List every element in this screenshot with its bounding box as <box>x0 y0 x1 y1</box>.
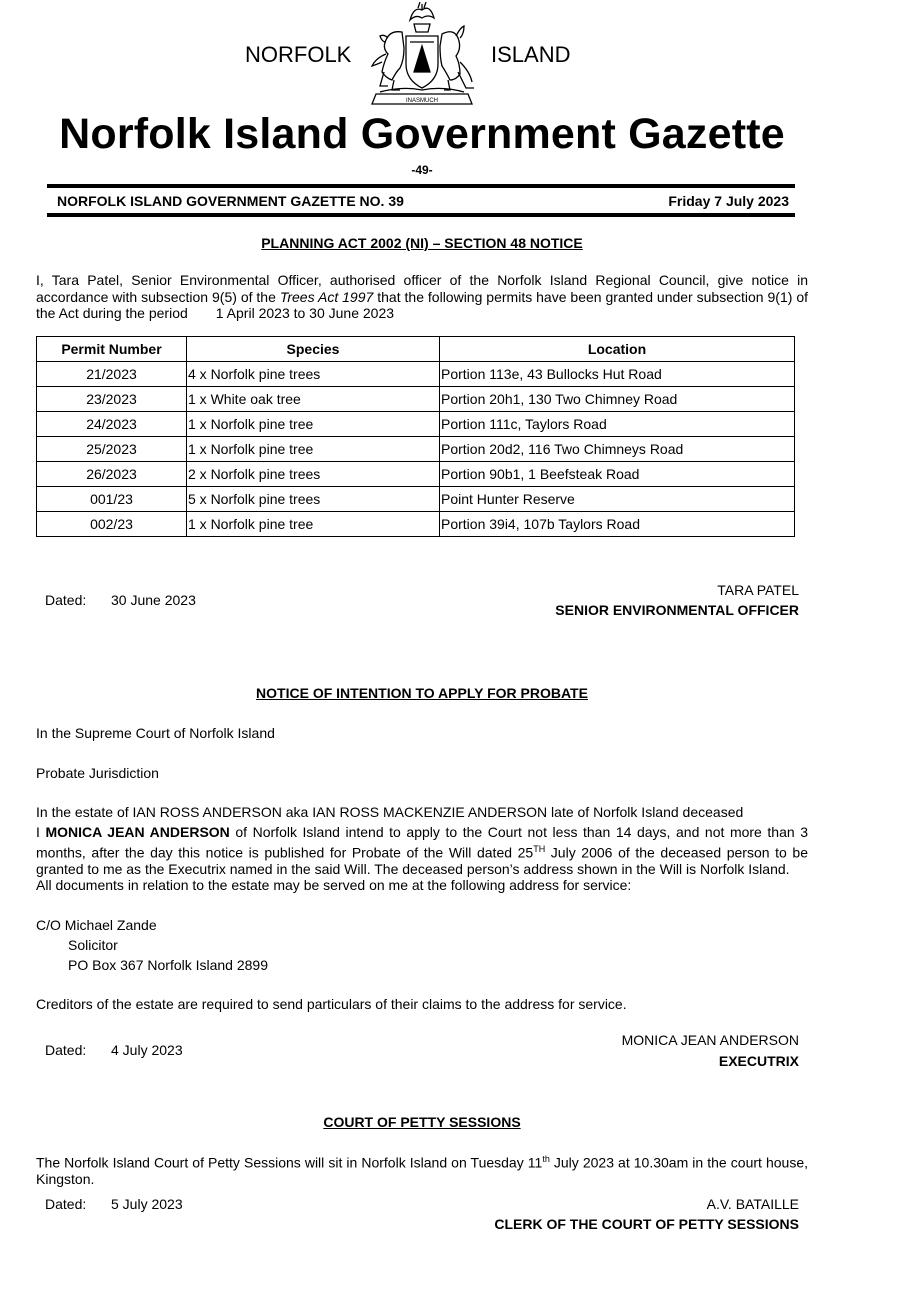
issue-date: Friday 7 July 2023 <box>668 193 789 209</box>
address-line: Solicitor <box>68 937 118 953</box>
probate-body: I MONICA JEAN ANDERSON of Norfolk Island intend to apply to the Court not less than 14 days, and not more than 3 months, after the day this notice is published for Probate of the Will dated 25TH July 2006 of the deceased person to be granted to me as the Executrix named in the said Will. The deceased person’s address shown in the Will is Norfolk Island. <box>36 824 809 877</box>
probate-court: In the Supreme Court of Norfolk Island <box>36 725 275 741</box>
column-header: Permit Number <box>37 337 187 362</box>
table-row <box>37 487 795 512</box>
petty-sessions-signatory-title: CLERK OF THE COURT OF PETTY SESSIONS <box>494 1216 799 1232</box>
table-row <box>37 512 795 537</box>
table-cell: 1 x White oak tree <box>187 387 440 412</box>
table-cell: 26/2023 <box>37 462 187 487</box>
table-cell: 21/2023 <box>37 362 187 387</box>
gazette-title: Norfolk Island Government Gazette <box>59 110 785 158</box>
probate-estate: In the estate of IAN ROSS ANDERSON aka IAN ROSS MACKENZIE ANDERSON late of Norfolk Island deceased <box>36 804 744 820</box>
masthead-left-word: NORFOLK <box>245 42 352 67</box>
table-cell: Portion 20h1, 130 Two Chimney Road <box>440 387 795 412</box>
issue-row <box>57 193 789 209</box>
table-cell: 001/23 <box>37 487 187 512</box>
probate-signatory: MONICA JEAN ANDERSON <box>621 1032 799 1048</box>
page-number: -49- <box>411 163 433 177</box>
table-cell: 5 x Norfolk pine trees <box>187 487 440 512</box>
table-cell: 1 x Norfolk pine tree <box>187 412 440 437</box>
petty-sessions-dated: Dated: 5 July 2023 <box>45 1196 183 1212</box>
address-line: PO Box 367 Norfolk Island 2899 <box>68 957 269 973</box>
permits-table <box>36 336 795 537</box>
column-header: Species <box>187 337 440 362</box>
masthead-right-word: ISLAND <box>491 42 571 67</box>
table-cell: 1 x Norfolk pine tree <box>187 437 440 462</box>
table-cell: Portion 113e, 43 Bullocks Hut Road <box>440 362 795 387</box>
probate-creditors: Creditors of the estate are required to send particulars of their claims to the address for service. <box>36 996 627 1012</box>
coat-of-arms-icon <box>362 2 482 108</box>
table-cell: 1 x Norfolk pine tree <box>187 512 440 537</box>
probate-notice-heading: NOTICE OF INTENTION TO APPLY FOR PROBATE <box>256 685 588 701</box>
table-cell: Portion 39i4, 107b Taylors Road <box>440 512 795 537</box>
table-cell: 2 x Norfolk pine trees <box>187 462 440 487</box>
table-row <box>37 387 795 412</box>
svg-text:INASMUCH: INASMUCH <box>405 98 439 104</box>
planning-signatory-title: SENIOR ENVIRONMENTAL OFFICER <box>555 602 799 618</box>
table-cell: 4 x Norfolk pine trees <box>187 362 440 387</box>
table-cell: Portion 20d2, 116 Two Chimneys Road <box>440 437 795 462</box>
table-cell: Portion 111c, Taylors Road <box>440 412 795 437</box>
probate-dated: Dated: 4 July 2023 <box>45 1042 183 1058</box>
header-rule-top <box>47 184 795 188</box>
column-header: Location <box>440 337 795 362</box>
table-cell: Point Hunter Reserve <box>440 487 795 512</box>
table-row <box>37 462 795 487</box>
probate-service-line: All documents in relation to the estate may be served on me at the following address for service: <box>36 877 632 893</box>
table-row <box>37 362 795 387</box>
petty-sessions-signatory: A.V. BATAILLE <box>706 1196 799 1212</box>
table-cell: 23/2023 <box>37 387 187 412</box>
table-row <box>37 437 795 462</box>
table-cell: 25/2023 <box>37 437 187 462</box>
table-cell: Portion 90b1, 1 Beefsteak Road <box>440 462 795 487</box>
petty-sessions-body: The Norfolk Island Court of Petty Sessions will sit in Norfolk Island on Tuesday 11th July 2023 at 10.30am in the court house, Kingston. <box>36 1154 808 1188</box>
table-cell: 24/2023 <box>37 412 187 437</box>
probate-signatory-title: EXECUTRIX <box>718 1053 799 1069</box>
table-row <box>37 412 795 437</box>
table-cell: 002/23 <box>37 512 187 537</box>
planning-signatory: TARA PATEL <box>717 582 799 598</box>
issue-number: NORFOLK ISLAND GOVERNMENT GAZETTE NO. 39 <box>57 193 404 209</box>
header-rule-bottom <box>47 213 795 217</box>
petty-sessions-heading: COURT OF PETTY SESSIONS <box>323 1114 521 1130</box>
planning-notice-heading: PLANNING ACT 2002 (NI) – SECTION 48 NOTICE <box>261 235 583 251</box>
probate-jurisdiction: Probate Jurisdiction <box>36 765 159 781</box>
planning-notice-intro: I, Tara Patel, Senior Environmental Officer, authorised officer of the Norfolk Island Regional Council, give notice in accordance with subsection 9(5) of the Trees Act 1997 that the following permits have been granted under subsection 9(1) of the Act during the period 1 April 2023 to 30 June 2023 <box>36 272 808 321</box>
table-header-row <box>37 337 795 362</box>
planning-dated: Dated: 30 June 2023 <box>45 592 196 608</box>
address-line: C/O Michael Zande <box>36 917 157 933</box>
